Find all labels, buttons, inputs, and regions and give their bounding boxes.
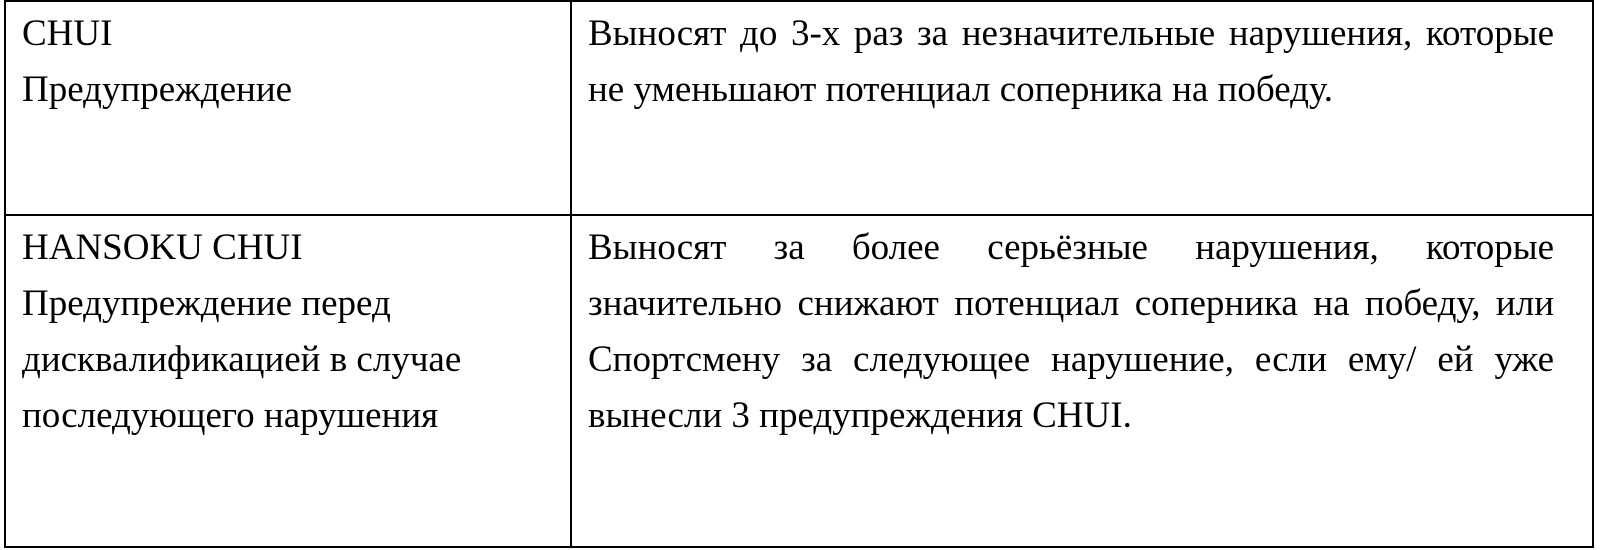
penalty-description: Выносят до 3-х раз за незначительные нарушения, которые не уменьшают потенциал соперника на победу. [588,13,1554,110]
penalty-description-cell [571,1,1593,215]
penalty-term-translation: последующего нарушения [22,395,439,436]
penalty-description-cell [571,215,1593,547]
table-row [5,215,1593,547]
penalty-term-cell [5,215,571,547]
penalty-term-cell [5,1,571,215]
penalty-term-name: HANSOKU CHUI [22,227,303,268]
penalty-description: Выносят за более серьёзные нарушения, которые значительно снижают потенциал соперника на победу, или Спортсмену за следующее нарушение, если ему/ ей уже вынесли 3 предупреждения CHUI. [588,227,1554,436]
penalty-table [4,0,1594,548]
penalty-term-translation: Предупреждение [22,69,293,110]
penalty-term-name: CHUI [22,13,113,54]
table-row [5,1,1593,215]
penalty-term-translation: Предупреждение перед [22,283,391,324]
penalty-term-translation: дисквалификацией в случае [22,339,462,380]
